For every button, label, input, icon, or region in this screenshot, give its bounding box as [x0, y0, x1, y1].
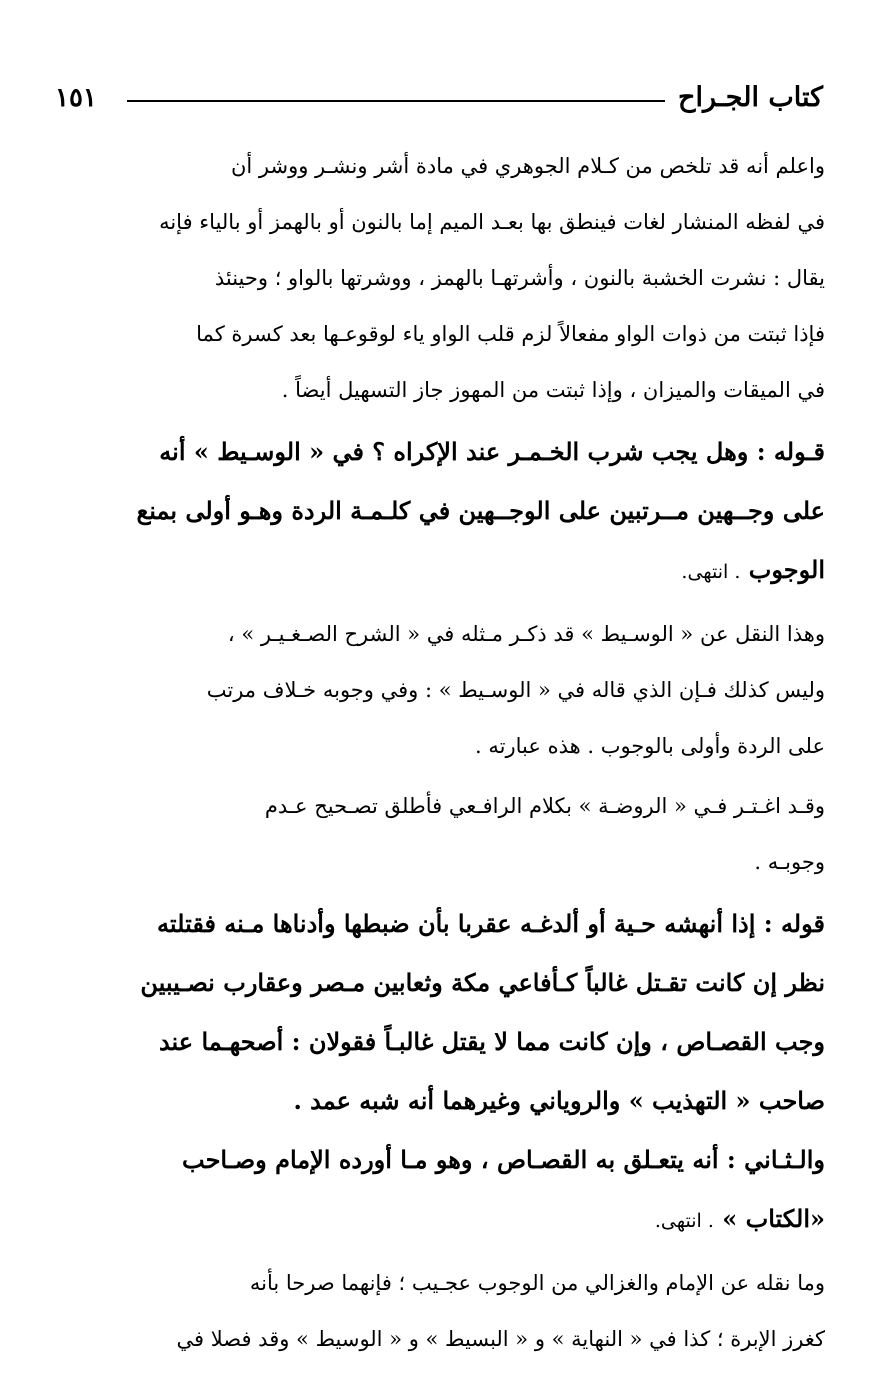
bold-text: الوجوب [748, 555, 825, 584]
header-rule [127, 100, 665, 102]
quoted-statement-3 [53, 1130, 825, 1251]
paragraph-2 [53, 606, 825, 774]
quoted-statement-1 [53, 422, 825, 602]
text-line: قـوله : وهل يجب شرب الخـمـر عند الإكراه ؟ في « الوسـيط » أنه [159, 437, 825, 466]
quoted-statement-2 [53, 894, 825, 1130]
text-line: واعلم أنه قد تلخص من كـلام الجوهري في مادة أشر ونشـر ووشر أن [230, 154, 825, 178]
text-line: وقـد اغـتـر فـي « الروضـة » بكلام الرافـعي فأطلق تصـحيح عـدم [264, 794, 825, 818]
text-line: والـثـاني : أنه يتعـلق به القصـاص ، وهو مـا أورده الإمام وصـاحب [182, 1145, 825, 1174]
page-number: ١٥١ [55, 83, 97, 113]
text-line: صاحب « التهذيب » والروياني وغيرهما أنه شبه عمد . [293, 1086, 825, 1115]
text-line: على وجــهين مــرتبين على الوجــهين في كلـمـة الردة وهـو أولى بمنع [136, 496, 825, 525]
text-line [53, 540, 825, 602]
text-line: نظر إن كانت تقـتل غالباً كـأفاعي مكة وثعابين مـصر وعقارب نصـيبين [140, 968, 825, 997]
text-line: على الردة وأولى بالوجوب . هذه عبارته . [475, 734, 825, 758]
paragraph-1 [53, 138, 825, 418]
chapter-title: كتاب الجـراح [678, 82, 823, 113]
text-line: يقال : نشرت الخشبة بالنون ، وأشرتهـا بالهمز ، ووشرتها بالواو ؛ وحينئذ [214, 266, 825, 290]
paragraph-4 [53, 1255, 825, 1367]
text-line: فإذا ثبتت من ذوات الواو مفعالاً لزم قلب الواو ياء لوقوعـها بعد كسرة كما [196, 322, 825, 346]
text-line: وجب القصـاص ، وإن كانت مما لا يقتل غالبـاً فقولان : أصحهـما عند [158, 1027, 825, 1056]
text-line [53, 1189, 825, 1251]
end-marker: . انتهى. [654, 1210, 714, 1232]
end-marker: . انتهى. [681, 561, 741, 583]
text-line: قوله : إذا أنهشه حـية أو ألدغـه عقربا بأن ضبطها وأدناها مـنه فقتلته [157, 909, 825, 938]
text-line: وهذا النقل عن « الوسـيط » قد ذكـر مـثله في « الشرح الصـغـيـر » ، [227, 622, 825, 646]
page-body [53, 138, 825, 1367]
text-line: في الميقات والميزان ، وإذا ثبتت من المهوز جاز التسهيل أيضاً . [281, 378, 825, 402]
text-line: كغرز الإبرة ؛ كذا في « النهاية » و « البسيط » و « الوسيط » وقد فصلا في [176, 1327, 825, 1351]
text-line: وما نقله عن الإمام والغزالي من الوجوب عجـيب ؛ فإنهما صرحا بأنه [249, 1271, 825, 1295]
text-line: في لفظه المنشار لغات فينطق بها بعـد الميم إما بالنون أو بالهمز أو بالياء فإنه [159, 210, 825, 234]
paragraph-3 [53, 778, 825, 890]
page-header [55, 78, 823, 118]
text-line: وجوبـه . [754, 850, 825, 874]
text-line: وليس كذلك فـإن الذي قاله في « الوسـيط » : وفي وجوبه خـلاف مرتب [206, 678, 825, 702]
bold-text: «الكتاب » [722, 1204, 825, 1233]
